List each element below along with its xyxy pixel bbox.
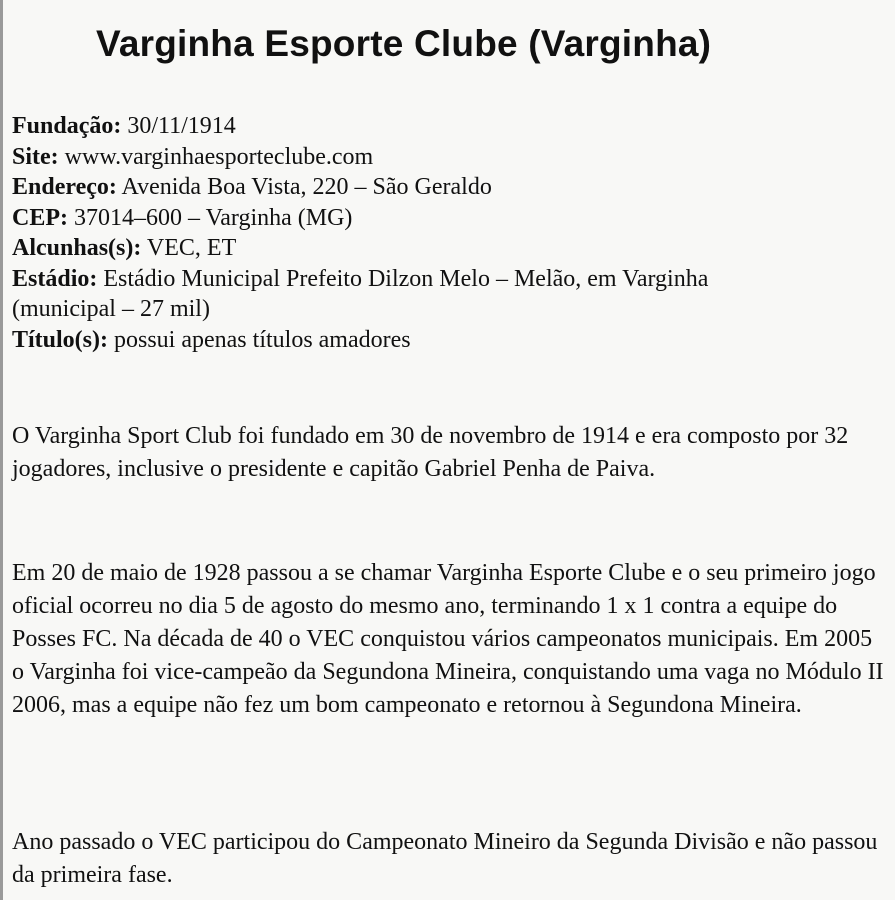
info-label: Alcunhas(s): (12, 235, 142, 261)
info-value: 30/11/1914 (121, 113, 236, 139)
info-titulos (12, 325, 882, 356)
info-label: Site: (12, 143, 59, 170)
paragraph-history-name-change: Em 20 de maio de 1928 passou a se chamar Varginha Esporte Clube e o seu primeiro jogo oficial ocorreu no dia 5 de agosto do mesmo ano, terminando 1 x 1 contra a equipe do Posses FC. Na década de 40 o VEC conquistou vários campeonatos municipais. Em 2005 o Varginha foi vice-campeão da Segundona Mineira, conquistando uma vaga no Módulo II 2006, mas a equipe não fez um bom campeonato e retornou à Segundona Mineira. (12, 560, 884, 718)
info-value: VEC, ET (141, 235, 237, 261)
info-label: CEP: (12, 204, 68, 231)
info-fundacao (12, 111, 882, 142)
paragraph-recent-season: Ano passado o VEC participou do Campeonato Mineiro da Segunda Divisão e não passou da primeira fase. (12, 829, 878, 888)
info-label: Fundação: (12, 113, 122, 139)
info-estadio (12, 264, 802, 325)
club-title: Varginha Esporte Clube (Varginha) (96, 23, 712, 64)
paragraph-history-founding: O Varginha Sport Club foi fundado em 30 de novembro de 1914 e era composto por 32 jogadores, inclusive o presidente e capitão Gabriel Penha de Paiva. (12, 423, 849, 482)
info-value: possui apenas títulos amadores (108, 326, 411, 353)
info-alcunhas (12, 233, 882, 264)
info-label: Endereço: (12, 174, 117, 200)
club-info (12, 111, 882, 355)
info-label: Título(s): (12, 326, 108, 353)
info-cep (12, 203, 882, 234)
info-value: www.varginhaesporteclube.com (58, 143, 374, 170)
info-value: Avenida Boa Vista, 220 – São Geraldo (116, 174, 492, 200)
info-value: 37014–600 – Varginha (MG) (68, 204, 353, 231)
info-label: Estádio: (12, 265, 98, 292)
info-site (12, 142, 882, 173)
info-value: Estádio Municipal Prefeito Dilzon Melo – Melão, em Varginha (municipal – 27 mil) (12, 265, 709, 322)
info-endereco (12, 172, 882, 203)
page-edge (0, 0, 3, 900)
